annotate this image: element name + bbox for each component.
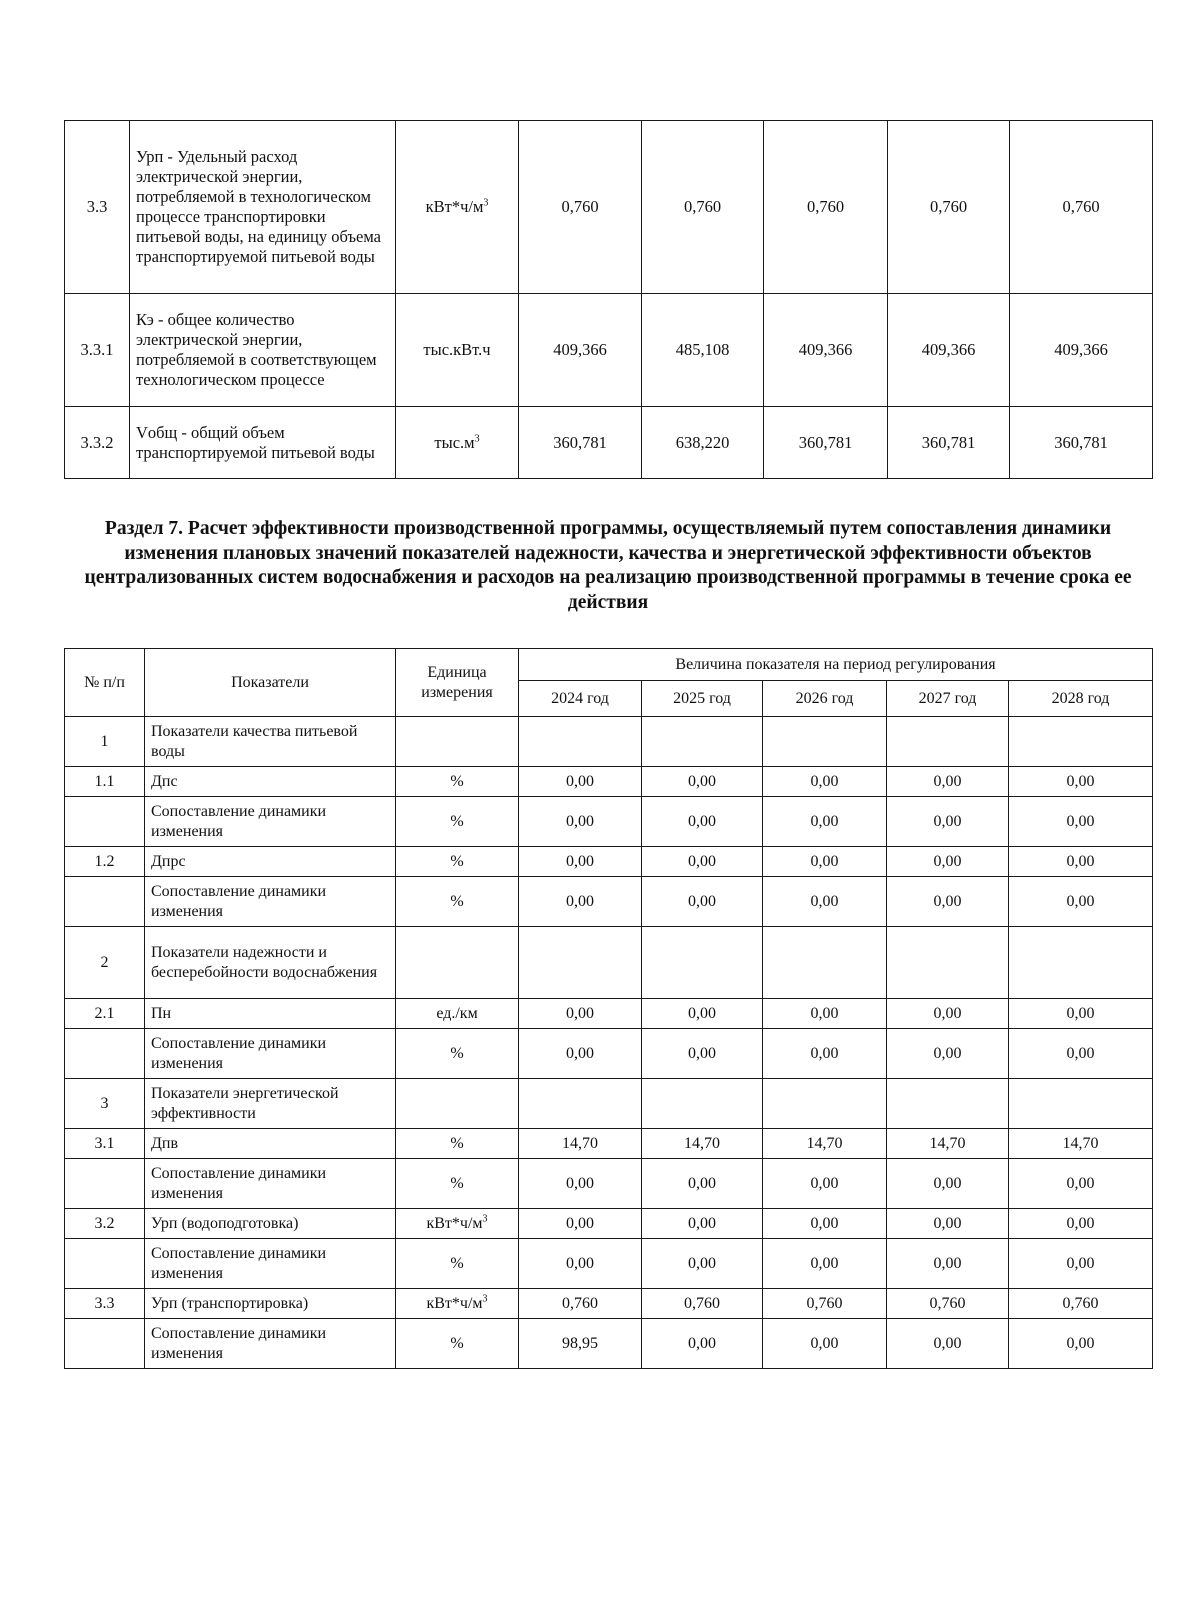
value-cell: 0,00 [763,1159,887,1209]
main-table-body [65,717,1153,1369]
value-cell: 0,00 [642,1159,763,1209]
value-cell: 0,760 [763,1289,887,1319]
value-cell: 0,760 [764,121,888,294]
row-number: 2.1 [65,999,145,1029]
unit-cell [396,999,519,1029]
value-cell: 0,00 [887,1319,1009,1369]
unit-text: % [450,1174,464,1192]
table-row [65,927,1153,999]
value-cell: 0,00 [887,999,1009,1029]
unit-cell [396,1289,519,1319]
table-row [65,294,1153,407]
main-table-header [65,649,1153,717]
value-cell: 485,108 [642,294,764,407]
value-cell [642,1079,763,1129]
unit-cell [396,407,519,479]
unit-text: % [450,1254,464,1272]
value-cell: 409,366 [764,294,888,407]
value-cell: 0,00 [642,1239,763,1289]
unit-text: кВт*ч/м [426,1294,483,1312]
value-cell: 0,00 [1009,1159,1153,1209]
value-cell: 0,00 [887,767,1009,797]
value-cell [519,1079,642,1129]
value-cell: 0,00 [1009,1029,1153,1079]
row-number: 3.3.2 [65,407,130,479]
unit-text: % [450,1134,464,1152]
indicator-name: Дпс [145,767,396,797]
unit-cell [396,121,519,294]
unit-cell [396,767,519,797]
unit-text: тыс.м [434,432,475,452]
table-row [65,1129,1153,1159]
unit-cell [396,717,519,767]
main-table [64,648,1153,1369]
value-cell: 0,00 [642,847,763,877]
value-cell: 0,00 [642,767,763,797]
value-cell: 0,00 [887,877,1009,927]
indicator-name: Урп (транспортировка) [145,1289,396,1319]
row-number: 1.2 [65,847,145,877]
top-table-body [65,121,1153,479]
table-row [65,797,1153,847]
unit-superscript: 3 [474,433,480,444]
value-cell: 0,00 [1009,1319,1153,1369]
indicator-name: Сопоставление динамики изменения [145,1239,396,1289]
row-number [65,1159,145,1209]
unit-text: тыс.кВт.ч [423,340,491,359]
unit-text: % [450,812,464,830]
unit-text: % [450,1334,464,1352]
unit-superscript: 3 [482,1293,488,1305]
indicator-name: Сопоставление динамики изменения [145,1029,396,1079]
value-cell: 14,70 [887,1129,1009,1159]
header-period: Величина показателя на период регулирования [519,649,1153,681]
value-cell [1009,717,1153,767]
value-cell [887,1079,1009,1129]
value-cell: 14,70 [1009,1129,1153,1159]
table-row [65,1209,1153,1239]
unit-text: кВт*ч/м [426,1214,483,1232]
value-cell: 0,00 [887,797,1009,847]
value-cell: 0,00 [1009,847,1153,877]
indicator-name: Кэ - общее количество электрической энергии, потребляемой в соответствующем технологическом процессе [130,294,396,407]
unit-superscript: 3 [482,1213,488,1225]
value-cell: 14,70 [519,1129,642,1159]
header-year: 2024 год [519,681,642,717]
unit-cell [396,1319,519,1369]
value-cell: 0,00 [642,1209,763,1239]
value-cell: 0,760 [1010,121,1153,294]
value-cell: 0,00 [519,767,642,797]
section-title: Раздел 7. Расчет эффективности производственной программы, осуществляемый путем сопоставления динамики изменения плановых значений показателей надежности, качества и энергетической эффективности объектов централизованных систем водоснабжения и расходов на реализацию производственной программы в течение срока ее действия [84,518,1132,613]
row-number [65,797,145,847]
table-row [65,1079,1153,1129]
unit-cell [396,927,519,999]
value-cell: 0,00 [763,767,887,797]
header-year: 2026 год [763,681,887,717]
row-number [65,1319,145,1369]
value-cell: 0,00 [519,1159,642,1209]
indicator-name: Урп - Удельный расход электрической энергии, потребляемой в технологическом процессе транспортировки питьевой воды, на единицу объема транспортируемой питьевой воды [130,121,396,294]
value-cell: 0,00 [1009,767,1153,797]
value-cell: 0,00 [642,1319,763,1369]
value-cell: 0,760 [887,1289,1009,1319]
value-cell: 0,00 [1009,1209,1153,1239]
unit-cell [396,1239,519,1289]
value-cell: 0,00 [763,1239,887,1289]
table-row [65,121,1153,294]
unit-superscript: 3 [483,197,489,209]
indicator-name: Дпрс [145,847,396,877]
value-cell: 409,366 [888,294,1010,407]
unit-cell [396,847,519,877]
table-row [65,407,1153,479]
value-cell: 0,00 [763,1319,887,1369]
table-row [65,1029,1153,1079]
unit-text: кВт*ч/м [425,197,484,216]
value-cell: 0,00 [887,1239,1009,1289]
unit-cell [396,1079,519,1129]
unit-cell [396,294,519,407]
value-cell: 0,760 [888,121,1010,294]
value-cell [887,717,1009,767]
value-cell: 0,00 [763,877,887,927]
value-cell: 0,00 [763,847,887,877]
value-cell: 0,00 [642,999,763,1029]
value-cell: 0,760 [519,1289,642,1319]
value-cell: 360,781 [764,407,888,479]
unit-cell [396,797,519,847]
value-cell: 0,00 [1009,877,1153,927]
value-cell: 0,760 [642,1289,763,1319]
value-cell [642,717,763,767]
value-cell [1009,1079,1153,1129]
table-row [65,767,1153,797]
value-cell: 0,00 [642,1029,763,1079]
unit-cell [396,1129,519,1159]
value-cell: 0,00 [887,1029,1009,1079]
header-unit: Единица измерения [396,649,519,717]
header-year: 2028 год [1009,681,1153,717]
top-table [64,120,1153,479]
value-cell: 0,00 [1009,999,1153,1029]
unit-text: % [450,852,464,870]
value-cell: 0,00 [519,877,642,927]
value-cell [519,717,642,767]
row-number: 1 [65,717,145,767]
value-cell: 0,00 [519,797,642,847]
table-row [65,877,1153,927]
value-cell: 360,781 [1010,407,1153,479]
value-cell: 0,00 [763,1029,887,1079]
row-number: 2 [65,927,145,999]
table-row [65,1239,1153,1289]
unit-text: % [450,1044,464,1062]
value-cell: 638,220 [642,407,764,479]
unit-text: % [450,892,464,910]
value-cell: 0,00 [1009,1239,1153,1289]
value-cell: 14,70 [642,1129,763,1159]
value-cell: 409,366 [519,294,642,407]
value-cell: 0,00 [642,797,763,847]
indicator-name: Пн [145,999,396,1029]
value-cell: 0,00 [642,877,763,927]
table-row [65,999,1153,1029]
value-cell [519,927,642,999]
row-number [65,1029,145,1079]
row-number: 3 [65,1079,145,1129]
value-cell: 0,00 [519,1029,642,1079]
value-cell: 0,00 [887,1209,1009,1239]
value-cell: 0,760 [519,121,642,294]
value-cell: 98,95 [519,1319,642,1369]
unit-cell [396,1209,519,1239]
row-number: 3.3.1 [65,294,130,407]
unit-cell [396,1159,519,1209]
value-cell: 0,00 [763,999,887,1029]
value-cell: 0,760 [642,121,764,294]
indicator-name: Vобщ - общий объем транспортируемой питьевой воды [130,407,396,479]
indicator-name: Сопоставление динамики изменения [145,1319,396,1369]
unit-text: ед./км [436,1004,478,1022]
row-number: 3.3 [65,121,130,294]
indicator-name: Сопоставление динамики изменения [145,877,396,927]
table-row [65,847,1153,877]
indicator-name: Сопоставление динамики изменения [145,797,396,847]
indicator-name: Дпв [145,1129,396,1159]
header-year: 2025 год [642,681,763,717]
value-cell: 0,00 [519,1209,642,1239]
header-indicator: Показатели [145,649,396,717]
value-cell [763,1079,887,1129]
value-cell [763,717,887,767]
value-cell: 0,00 [887,847,1009,877]
header-num: № п/п [65,649,145,717]
value-cell: 0,00 [887,1159,1009,1209]
value-cell: 0,00 [519,999,642,1029]
value-cell: 409,366 [1010,294,1153,407]
row-number [65,877,145,927]
unit-text: % [450,772,464,790]
value-cell: 0,00 [763,1209,887,1239]
value-cell [763,927,887,999]
indicator-name: Показатели энергетической эффективности [145,1079,396,1129]
indicator-name: Урп (водоподготовка) [145,1209,396,1239]
row-number: 3.1 [65,1129,145,1159]
value-cell: 0,00 [519,1239,642,1289]
indicator-name: Сопоставление динамики изменения [145,1159,396,1209]
unit-cell [396,877,519,927]
indicator-name: Показатели качества питьевой воды [145,717,396,767]
table-row [65,1289,1153,1319]
row-number: 1.1 [65,767,145,797]
value-cell: 0,00 [1009,797,1153,847]
value-cell: 360,781 [888,407,1010,479]
value-cell: 14,70 [763,1129,887,1159]
value-cell: 0,00 [763,797,887,847]
unit-cell [396,1029,519,1079]
row-number: 3.2 [65,1209,145,1239]
table-row [65,717,1153,767]
row-number: 3.3 [65,1289,145,1319]
value-cell [642,927,763,999]
indicator-name: Показатели надежности и бесперебойности водоснабжения [145,927,396,999]
row-number [65,1239,145,1289]
header-year: 2027 год [887,681,1009,717]
table-row [65,1159,1153,1209]
value-cell: 360,781 [519,407,642,479]
value-cell: 0,760 [1009,1289,1153,1319]
table-row [65,1319,1153,1369]
value-cell: 0,00 [519,847,642,877]
value-cell [887,927,1009,999]
value-cell [1009,927,1153,999]
